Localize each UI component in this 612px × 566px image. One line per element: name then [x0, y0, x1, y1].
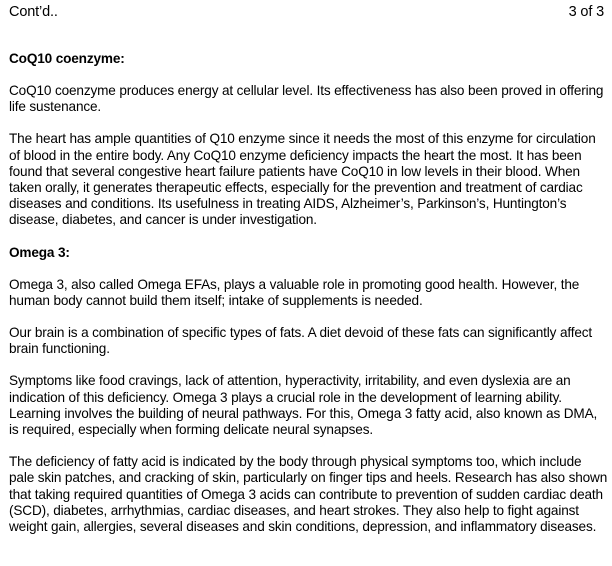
- page-header: [9, 4, 604, 22]
- continued-label: Cont’d..: [9, 4, 58, 20]
- paragraph: Symptoms like food cravings, lack of attention, hyperactivity, irritability, and even dyslexia are an indication of this deficiency. Omega 3 plays a crucial role in the development of learning ability. Learning involves the building of neural pathways. For this, Omega 3 fatty acid, also known as DMA, is required, especially when forming delicate neural synapses.: [9, 373, 598, 438]
- document-body: [9, 51, 608, 551]
- paragraph: Omega 3, also called Omega EFAs, plays a valuable role in promoting good health. However, the human body cannot build them itself; intake of supplements is needed.: [9, 276, 580, 308]
- section-coq10: [9, 51, 608, 229]
- paragraph: Our brain is a combination of specific types of fats. A diet devoid of these fats can significantly affect brain functioning.: [9, 325, 593, 357]
- section-omega3: [9, 245, 608, 536]
- section-heading: CoQ10 coenzyme:: [9, 51, 125, 66]
- section-heading: Omega 3:: [9, 244, 70, 260]
- page-indicator: 3 of 3: [568, 4, 604, 20]
- paragraph: The heart has ample quantities of Q10 enzyme since it needs the most of this enzyme for circulation of blood in the entire body. Any CoQ10 enzyme deficiency impacts the heart the most. It has been found that several congestive heart failure patients have CoQ10 in low levels in their blood. When taken orally, it generates therapeutic effects, especially for the prevention and treatment of cardiac diseases and conditions. Its usefulness in treating AIDS, Alzheimer’s, Parkinson’s, Huntington’s disease, diabetes, and cancer is under investigation.: [9, 131, 596, 228]
- paragraph: CoQ10 coenzyme produces energy at cellular level. Its effectiveness has also been proved in offering life sustenance.: [9, 83, 604, 115]
- paragraph: The deficiency of fatty acid is indicated by the body through physical symptoms too, which include pale skin patches, and cracking of skin, particularly on finger tips and heels. Research has also shown that taking required quantities of Omega 3 acids can contribute to prevention of sudden cardiac death (SCD), diabetes, arrhythmias, cardiac diseases, and heart strokes. They also help to fight against weight gain, allergies, several diseases and skin conditions, depression, and inflammatory diseases.: [9, 454, 608, 535]
